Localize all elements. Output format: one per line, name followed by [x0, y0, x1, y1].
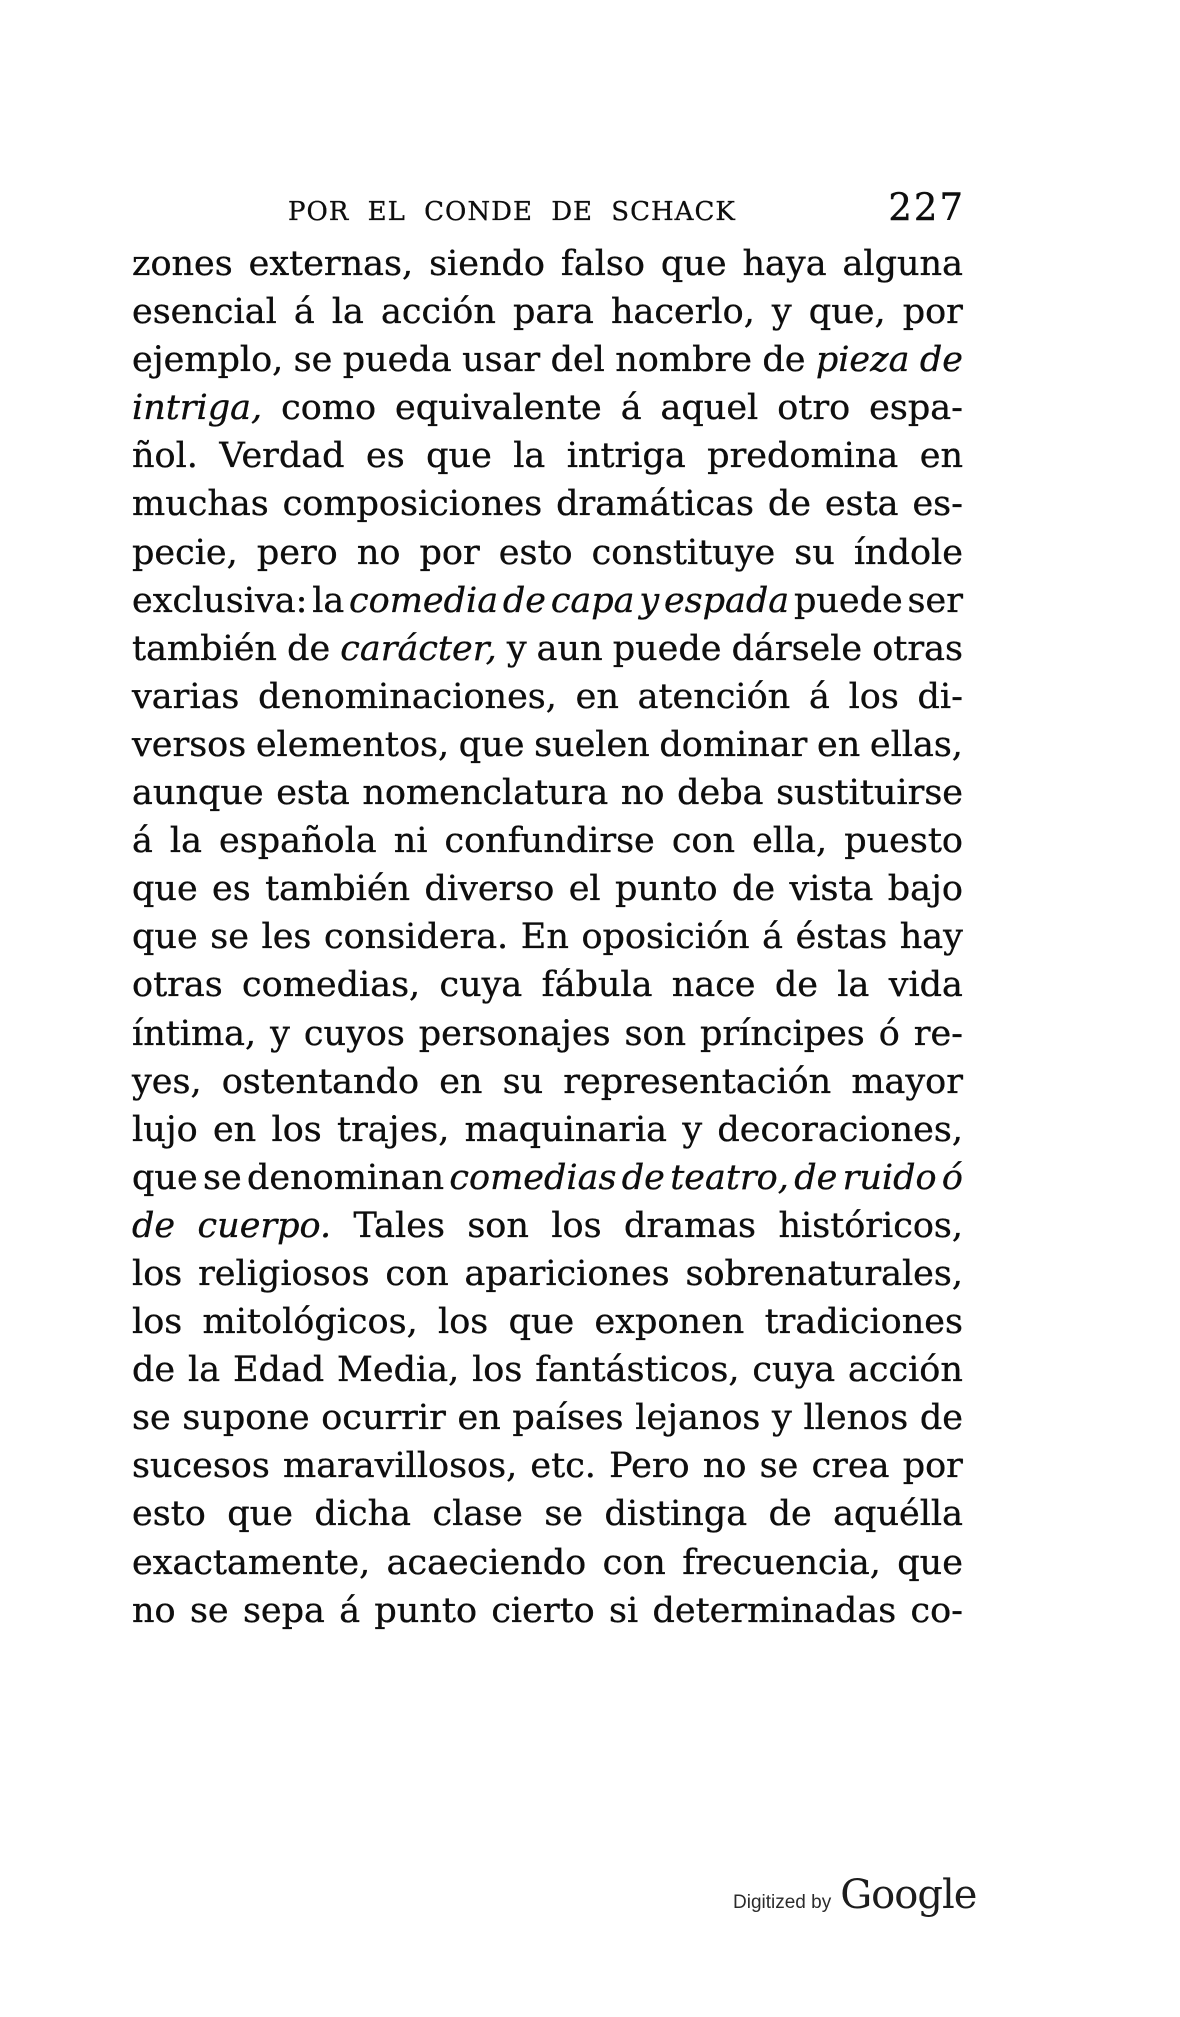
word: la	[331, 292, 364, 333]
word: se	[293, 340, 333, 381]
digitization-watermark	[733, 1872, 976, 1918]
word-italic: de	[621, 1157, 665, 1198]
word: no	[132, 1590, 176, 1631]
word: externas,	[248, 244, 414, 284]
word: ellas,	[869, 724, 963, 765]
text-line	[132, 1346, 963, 1394]
word: alguna	[842, 244, 963, 284]
word: es	[212, 869, 251, 910]
word: Pero	[609, 1446, 690, 1487]
word: que,	[808, 292, 886, 333]
word-italic: comedia	[349, 580, 499, 621]
word: que	[897, 1542, 963, 1583]
word: la	[188, 1350, 221, 1391]
word: la	[312, 580, 345, 621]
word: son	[624, 1013, 687, 1054]
word: otras	[872, 628, 963, 669]
word: los	[848, 676, 899, 717]
word: los	[472, 1350, 523, 1391]
word-italic: capa	[550, 580, 635, 621]
word-italic: pieza	[815, 340, 910, 381]
word: exclusiva:	[132, 580, 308, 621]
text-block	[132, 240, 963, 1635]
word: no	[356, 532, 401, 573]
word: fábula	[541, 965, 653, 1006]
word-italic: cuerpo.	[197, 1205, 332, 1246]
text-line	[132, 1058, 963, 1106]
word: de	[774, 965, 818, 1006]
word: lejanos	[635, 1398, 761, 1439]
text-line	[132, 432, 963, 480]
word: aquélla	[833, 1494, 963, 1535]
word: elementos,	[255, 724, 450, 765]
word: esta	[824, 484, 899, 525]
word: á	[762, 917, 784, 958]
word: cuyos	[303, 1013, 405, 1054]
text-line	[132, 240, 963, 288]
word: y	[270, 1013, 290, 1054]
word: se	[132, 1398, 171, 1439]
word: ocurrir	[321, 1398, 446, 1439]
text-line	[132, 1490, 963, 1538]
word: ñol.	[132, 436, 198, 477]
word: y	[771, 292, 792, 333]
word: la	[513, 436, 546, 477]
text-line	[132, 913, 963, 961]
word: y	[682, 1109, 703, 1150]
word: á	[293, 292, 315, 333]
word-italic: y	[639, 580, 660, 621]
word: yes,	[132, 1061, 202, 1102]
word: los	[271, 1109, 322, 1150]
word: puede	[612, 628, 722, 669]
word: composiciones	[282, 484, 543, 525]
word: otro	[777, 388, 851, 429]
word: éstas	[795, 917, 888, 958]
word: la	[837, 965, 870, 1006]
word-italic: de	[132, 1205, 176, 1246]
word: considera.	[323, 917, 509, 958]
word: aunque	[132, 773, 264, 814]
text-line	[132, 961, 963, 1009]
word: países	[512, 1398, 624, 1439]
word: nace	[671, 965, 756, 1006]
word: suelen	[534, 724, 650, 765]
word: su	[794, 532, 835, 573]
word: exponen	[594, 1302, 745, 1343]
word: intriga	[566, 436, 686, 477]
word: su	[502, 1061, 544, 1102]
word: predomina	[707, 436, 899, 477]
word: que	[227, 1494, 293, 1535]
word: varias	[132, 676, 240, 717]
word: religiosos	[198, 1253, 370, 1294]
word: por	[902, 1446, 963, 1487]
word: pero	[256, 532, 338, 573]
word: á	[808, 676, 830, 717]
word: el	[568, 869, 601, 910]
text-line	[132, 865, 963, 913]
word: Edad	[232, 1350, 325, 1391]
word: en	[816, 724, 861, 765]
word: en	[919, 436, 963, 477]
word: etc.	[530, 1446, 596, 1487]
word: que	[426, 436, 492, 477]
word: también	[132, 628, 277, 669]
word: para	[513, 292, 594, 333]
word: personajes	[418, 1013, 611, 1054]
word: constituye	[591, 532, 776, 573]
word: clase	[432, 1494, 523, 1535]
word: les	[261, 917, 312, 958]
word: trajes,	[337, 1109, 450, 1150]
word: ser	[907, 580, 963, 621]
word: lujo	[132, 1109, 198, 1150]
word: equivalente	[395, 388, 602, 429]
word: sustituirse	[776, 773, 963, 814]
word: como	[281, 388, 377, 429]
word: pecie,	[132, 532, 238, 573]
word: dársele	[731, 628, 863, 669]
word: confundirse	[444, 821, 655, 862]
word: de	[767, 484, 811, 525]
word: bajo	[887, 869, 963, 910]
text-line	[132, 336, 963, 384]
word: que	[508, 1302, 575, 1343]
word: punto	[374, 1590, 478, 1631]
word: la	[169, 821, 202, 862]
word: en	[439, 1061, 483, 1102]
word-italic: espada	[663, 580, 790, 621]
word: siendo	[429, 244, 545, 284]
word: en	[575, 676, 619, 717]
word: versos	[132, 724, 247, 765]
word: los	[132, 1302, 183, 1343]
text-line	[132, 625, 963, 673]
word: índole	[853, 532, 963, 573]
word: fantásticos,	[535, 1350, 740, 1391]
word: maravillosos,	[283, 1446, 518, 1487]
word: cuya	[752, 1350, 836, 1391]
word: esto	[498, 532, 573, 573]
word: nomenclatura	[362, 773, 609, 814]
word: se	[203, 1157, 242, 1198]
word: vista	[789, 869, 874, 910]
word-italic: de	[919, 340, 963, 381]
page-number: 227	[888, 186, 965, 229]
word: muchas	[132, 484, 269, 525]
word: tradiciones	[764, 1302, 963, 1343]
text-line	[132, 1442, 963, 1490]
word: con	[671, 821, 736, 862]
word: del	[550, 340, 605, 381]
word: se	[189, 1590, 229, 1631]
word: apariciones	[464, 1253, 670, 1294]
word: por	[419, 532, 480, 573]
word: otras	[132, 965, 223, 1006]
text-line	[132, 1539, 963, 1587]
word: sepa	[242, 1590, 325, 1631]
text-line	[132, 529, 963, 577]
word: íntima,	[132, 1013, 257, 1054]
word: dominar	[659, 724, 808, 765]
word: á	[339, 1590, 361, 1631]
word: comedias,	[242, 965, 421, 1006]
word: esencial	[132, 292, 277, 333]
word: se	[210, 917, 249, 958]
word: ostentando	[221, 1061, 420, 1102]
word: en	[212, 1109, 257, 1150]
word: que	[132, 917, 198, 958]
word: di-	[917, 676, 963, 717]
word: sucesos	[132, 1446, 270, 1487]
word: aquel	[660, 388, 759, 429]
word: espa-	[869, 388, 963, 429]
word-italic: comedias	[449, 1157, 617, 1198]
text-line	[132, 1298, 963, 1346]
word: En	[520, 917, 569, 958]
text-line	[132, 1106, 963, 1154]
word: aun	[536, 628, 603, 669]
word: determinadas	[652, 1590, 897, 1631]
word: española	[219, 821, 377, 862]
word: dramas	[624, 1205, 757, 1246]
word: diverso	[424, 869, 555, 910]
word: esto	[132, 1494, 206, 1535]
text-line	[132, 1010, 963, 1058]
word: vida	[888, 965, 963, 1006]
word-italic: carácter,	[340, 628, 497, 669]
word: puede	[793, 580, 903, 621]
word: atención	[637, 676, 791, 717]
word-italic: ruido	[842, 1157, 937, 1198]
word: y	[506, 628, 527, 669]
word-italic: de	[794, 1157, 838, 1198]
word: Media,	[337, 1350, 460, 1391]
word: hay	[899, 917, 963, 958]
word: los	[438, 1302, 489, 1343]
word-italic: de	[502, 580, 547, 621]
word: también	[265, 869, 411, 910]
word: oposición	[581, 917, 750, 958]
word: zones	[132, 244, 233, 284]
word: denominaciones,	[258, 676, 557, 717]
word: se	[759, 1446, 799, 1487]
word: esta	[276, 773, 350, 814]
word: los	[551, 1205, 602, 1246]
word: punto	[615, 869, 718, 910]
word: deba	[677, 773, 764, 814]
word: si	[609, 1590, 639, 1631]
word: distinga	[604, 1494, 748, 1535]
word: llenos	[803, 1398, 909, 1439]
digitized-by-label: Digitized by	[733, 1892, 832, 1913]
google-logo: Google	[840, 1872, 977, 1918]
word: á	[132, 821, 153, 862]
word: se	[544, 1494, 583, 1535]
text-line	[132, 480, 963, 528]
word: mayor	[851, 1061, 963, 1102]
word: ó	[878, 1013, 900, 1054]
word: puesto	[844, 821, 963, 862]
word: es-	[912, 484, 963, 525]
word-italic: ó	[941, 1157, 963, 1198]
text-line	[132, 1250, 963, 1298]
word: usar	[462, 340, 541, 381]
word: denominan	[247, 1157, 445, 1198]
text-line	[132, 769, 963, 817]
word: príncipes	[700, 1013, 865, 1054]
word: co-	[910, 1590, 963, 1631]
word: haya	[742, 244, 827, 284]
word: acción	[848, 1350, 963, 1391]
word: que	[132, 1157, 198, 1198]
word: acción	[381, 292, 496, 333]
word-italic: intriga,	[132, 388, 263, 429]
word: ella,	[752, 821, 828, 862]
word: no	[702, 1446, 747, 1487]
text-line	[132, 1587, 963, 1635]
text-line	[132, 384, 963, 432]
text-line	[132, 1394, 963, 1442]
word: ni	[393, 821, 428, 862]
word: mitológicos,	[202, 1302, 418, 1343]
word-italic: teatro,	[670, 1157, 789, 1198]
word: sobrenaturales,	[685, 1253, 963, 1294]
word: representación	[563, 1061, 832, 1102]
word: crea	[811, 1446, 890, 1487]
word: dicha	[314, 1494, 412, 1535]
text-line	[132, 288, 963, 336]
word: en	[457, 1398, 501, 1439]
word: acaeciendo	[386, 1542, 587, 1583]
text-line	[132, 817, 963, 865]
word: á	[620, 388, 642, 429]
text-line	[132, 673, 963, 721]
word: ejemplo,	[132, 340, 284, 381]
word: de	[768, 1494, 812, 1535]
word: nombre	[615, 340, 752, 381]
word: y	[772, 1398, 792, 1439]
word: de	[732, 869, 776, 910]
text-line	[132, 1154, 963, 1202]
word: de	[287, 628, 331, 669]
word: con	[602, 1542, 666, 1583]
text-line	[132, 1202, 963, 1250]
word: que	[458, 724, 525, 765]
word: re-	[913, 1013, 963, 1054]
word: con	[385, 1253, 449, 1294]
word: cierto	[491, 1590, 595, 1631]
word: decoraciones,	[717, 1109, 963, 1150]
word: supone	[182, 1398, 310, 1439]
word: los	[132, 1253, 183, 1294]
word: son	[467, 1205, 529, 1246]
header-title: POR EL CONDE DE SCHACK	[288, 197, 736, 227]
word: de	[132, 1350, 176, 1391]
word: por	[902, 292, 963, 333]
word: de	[919, 1398, 963, 1439]
word: Tales	[353, 1205, 445, 1246]
word: no	[620, 773, 665, 814]
word: pueda	[342, 340, 452, 381]
word: que	[660, 244, 727, 284]
word: exactamente,	[132, 1542, 371, 1583]
word: falso	[560, 244, 645, 284]
word: que	[132, 869, 198, 910]
word: de	[762, 340, 806, 381]
text-line	[132, 721, 963, 769]
word: Verdad	[219, 436, 345, 477]
word: es	[366, 436, 405, 477]
text-line	[132, 577, 963, 625]
running-header	[132, 186, 965, 229]
word: cuya	[439, 965, 523, 1006]
word: frecuencia,	[682, 1542, 881, 1583]
word: históricos,	[778, 1205, 963, 1246]
word: hacerlo,	[610, 292, 755, 333]
word: maquinaria	[464, 1109, 668, 1150]
word: dramáticas	[556, 484, 754, 525]
